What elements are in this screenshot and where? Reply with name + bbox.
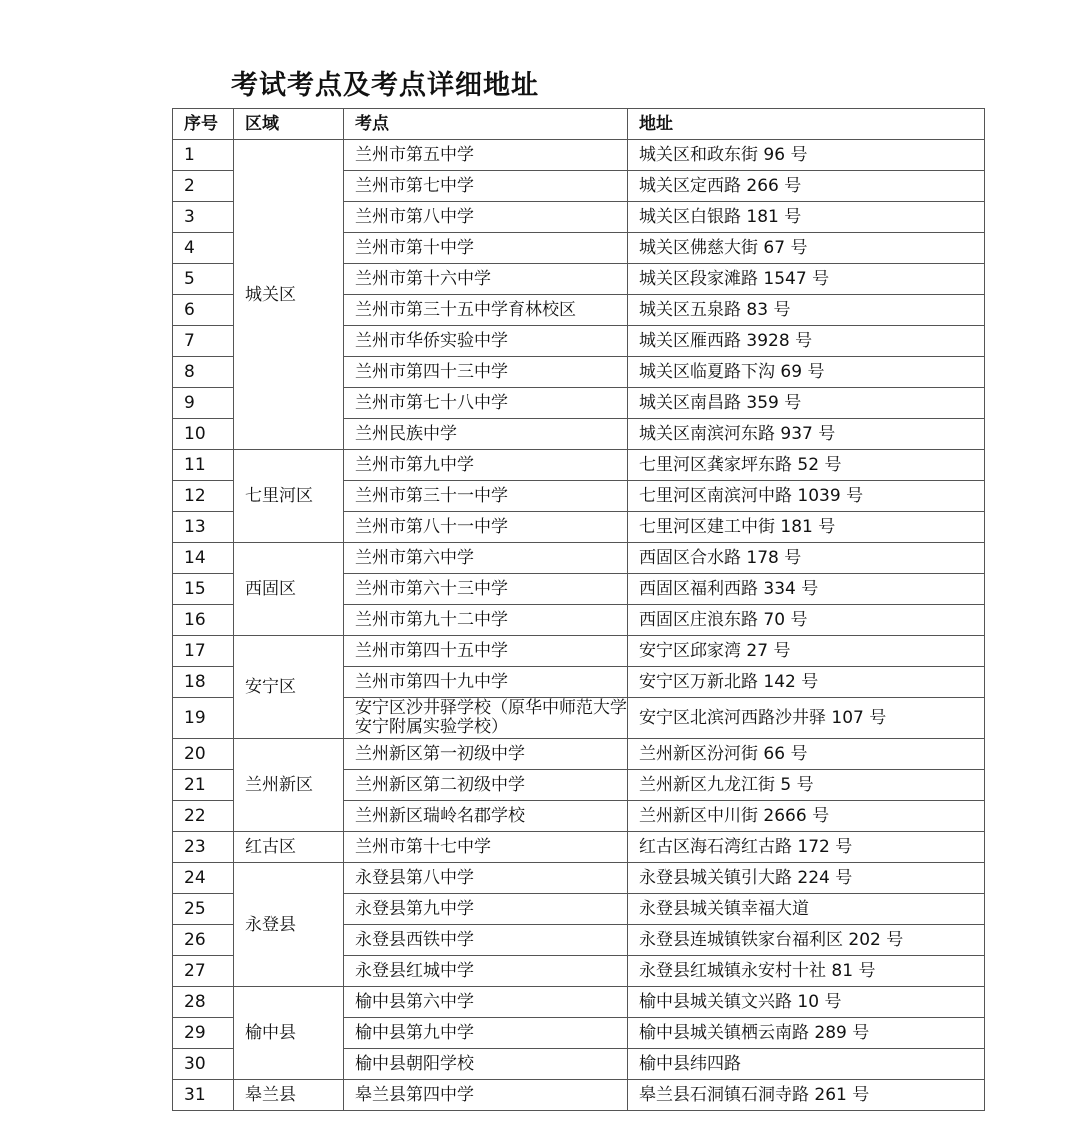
- cell-seq: 23: [173, 832, 234, 863]
- cell-site: 兰州市第七中学: [344, 171, 628, 202]
- cell-seq: 3: [173, 202, 234, 233]
- cell-address: 城关区段家滩路 1547 号: [628, 264, 985, 295]
- table-row: [173, 1080, 985, 1111]
- cell-seq: 11: [173, 450, 234, 481]
- cell-seq: 26: [173, 925, 234, 956]
- header-address: 地址: [628, 109, 985, 140]
- cell-seq: 30: [173, 1049, 234, 1080]
- cell-site: 兰州新区第二初级中学: [344, 770, 628, 801]
- cell-site: 兰州市第四十五中学: [344, 636, 628, 667]
- cell-address: 兰州新区九龙江街 5 号: [628, 770, 985, 801]
- header-site: 考点: [344, 109, 628, 140]
- cell-site: 永登县第九中学: [344, 894, 628, 925]
- cell-address: 榆中县城关镇栖云南路 289 号: [628, 1018, 985, 1049]
- cell-seq: 12: [173, 481, 234, 512]
- cell-seq: 28: [173, 987, 234, 1018]
- cell-seq: 15: [173, 574, 234, 605]
- cell-site: 安宁区沙井驿学校（原华中师范大学安宁附属实验学校）: [344, 698, 628, 739]
- cell-site: 兰州市第三十一中学: [344, 481, 628, 512]
- cell-seq: 22: [173, 801, 234, 832]
- cell-seq: 9: [173, 388, 234, 419]
- table-row: [173, 987, 985, 1018]
- cell-seq: 24: [173, 863, 234, 894]
- cell-site: 兰州市第九中学: [344, 450, 628, 481]
- cell-seq: 19: [173, 698, 234, 739]
- cell-district: 皋兰县: [234, 1080, 344, 1111]
- table-row: [173, 636, 985, 667]
- cell-district: 安宁区: [234, 636, 344, 739]
- header-seq: 序号: [173, 109, 234, 140]
- cell-site: 兰州市第十六中学: [344, 264, 628, 295]
- cell-seq: 6: [173, 295, 234, 326]
- cell-address: 城关区白银路 181 号: [628, 202, 985, 233]
- cell-district: 七里河区: [234, 450, 344, 543]
- cell-seq: 21: [173, 770, 234, 801]
- cell-address: 城关区南昌路 359 号: [628, 388, 985, 419]
- cell-site: 兰州市第三十五中学育林校区: [344, 295, 628, 326]
- table-row: [173, 543, 985, 574]
- cell-address: 安宁区万新北路 142 号: [628, 667, 985, 698]
- cell-address: 城关区定西路 266 号: [628, 171, 985, 202]
- exam-sites-table: [172, 108, 985, 1111]
- cell-seq: 5: [173, 264, 234, 295]
- table-row: [173, 863, 985, 894]
- cell-district: 永登县: [234, 863, 344, 987]
- cell-address: 永登县城关镇引大路 224 号: [628, 863, 985, 894]
- cell-site: 兰州市第四十九中学: [344, 667, 628, 698]
- cell-address: 七里河区南滨河中路 1039 号: [628, 481, 985, 512]
- cell-site: 兰州新区瑞岭名郡学校: [344, 801, 628, 832]
- cell-site: 兰州市第六十三中学: [344, 574, 628, 605]
- cell-address: 榆中县纬四路: [628, 1049, 985, 1080]
- table-row: [173, 739, 985, 770]
- cell-address: 永登县城关镇幸福大道: [628, 894, 985, 925]
- cell-seq: 17: [173, 636, 234, 667]
- cell-seq: 18: [173, 667, 234, 698]
- table-header-row: [173, 109, 985, 140]
- cell-seq: 16: [173, 605, 234, 636]
- cell-site: 兰州民族中学: [344, 419, 628, 450]
- cell-address: 城关区五泉路 83 号: [628, 295, 985, 326]
- cell-site: 兰州市第十七中学: [344, 832, 628, 863]
- table-row: [173, 832, 985, 863]
- cell-seq: 29: [173, 1018, 234, 1049]
- cell-address: 安宁区北滨河西路沙井驿 107 号: [628, 698, 985, 739]
- cell-address: 西固区合水路 178 号: [628, 543, 985, 574]
- cell-seq: 31: [173, 1080, 234, 1111]
- table-row: [173, 450, 985, 481]
- cell-site: 榆中县朝阳学校: [344, 1049, 628, 1080]
- cell-address: 七里河区建工中街 181 号: [628, 512, 985, 543]
- cell-seq: 13: [173, 512, 234, 543]
- cell-district: 城关区: [234, 140, 344, 450]
- cell-address: 西固区庄浪东路 70 号: [628, 605, 985, 636]
- cell-address: 永登县连城镇铁家台福利区 202 号: [628, 925, 985, 956]
- cell-address: 城关区临夏路下沟 69 号: [628, 357, 985, 388]
- header-district: 区域: [234, 109, 344, 140]
- cell-seq: 2: [173, 171, 234, 202]
- cell-site: 兰州市第五中学: [344, 140, 628, 171]
- cell-address: 兰州新区汾河街 66 号: [628, 739, 985, 770]
- cell-address: 榆中县城关镇文兴路 10 号: [628, 987, 985, 1018]
- cell-site: 兰州市第七十八中学: [344, 388, 628, 419]
- page-title: 考试考点及考点详细地址: [231, 70, 539, 101]
- cell-site: 兰州新区第一初级中学: [344, 739, 628, 770]
- table-row: [173, 140, 985, 171]
- cell-site: 永登县西铁中学: [344, 925, 628, 956]
- cell-site: 兰州市第八中学: [344, 202, 628, 233]
- cell-seq: 7: [173, 326, 234, 357]
- cell-site: 兰州市第四十三中学: [344, 357, 628, 388]
- cell-address: 红古区海石湾红古路 172 号: [628, 832, 985, 863]
- cell-site: 永登县红城中学: [344, 956, 628, 987]
- cell-seq: 1: [173, 140, 234, 171]
- cell-site: 皋兰县第四中学: [344, 1080, 628, 1111]
- cell-address: 城关区和政东街 96 号: [628, 140, 985, 171]
- cell-address: 城关区佛慈大街 67 号: [628, 233, 985, 264]
- cell-district: 兰州新区: [234, 739, 344, 832]
- cell-district: 西固区: [234, 543, 344, 636]
- cell-district: 红古区: [234, 832, 344, 863]
- cell-site: 兰州市华侨实验中学: [344, 326, 628, 357]
- cell-seq: 25: [173, 894, 234, 925]
- cell-seq: 14: [173, 543, 234, 574]
- cell-address: 永登县红城镇永安村十社 81 号: [628, 956, 985, 987]
- cell-seq: 4: [173, 233, 234, 264]
- table-body: [173, 140, 985, 1111]
- cell-address: 西固区福利西路 334 号: [628, 574, 985, 605]
- cell-seq: 20: [173, 739, 234, 770]
- cell-site: 榆中县第九中学: [344, 1018, 628, 1049]
- cell-site: 永登县第八中学: [344, 863, 628, 894]
- cell-address: 城关区南滨河东路 937 号: [628, 419, 985, 450]
- cell-district: 榆中县: [234, 987, 344, 1080]
- cell-seq: 10: [173, 419, 234, 450]
- cell-address: 皋兰县石洞镇石洞寺路 261 号: [628, 1080, 985, 1111]
- cell-site: 榆中县第六中学: [344, 987, 628, 1018]
- cell-site: 兰州市第八十一中学: [344, 512, 628, 543]
- cell-seq: 27: [173, 956, 234, 987]
- cell-seq: 8: [173, 357, 234, 388]
- cell-address: 兰州新区中川街 2666 号: [628, 801, 985, 832]
- cell-site: 兰州市第九十二中学: [344, 605, 628, 636]
- cell-address: 城关区雁西路 3928 号: [628, 326, 985, 357]
- cell-address: 安宁区邱家湾 27 号: [628, 636, 985, 667]
- cell-address: 七里河区龚家坪东路 52 号: [628, 450, 985, 481]
- cell-site: 兰州市第六中学: [344, 543, 628, 574]
- cell-site: 兰州市第十中学: [344, 233, 628, 264]
